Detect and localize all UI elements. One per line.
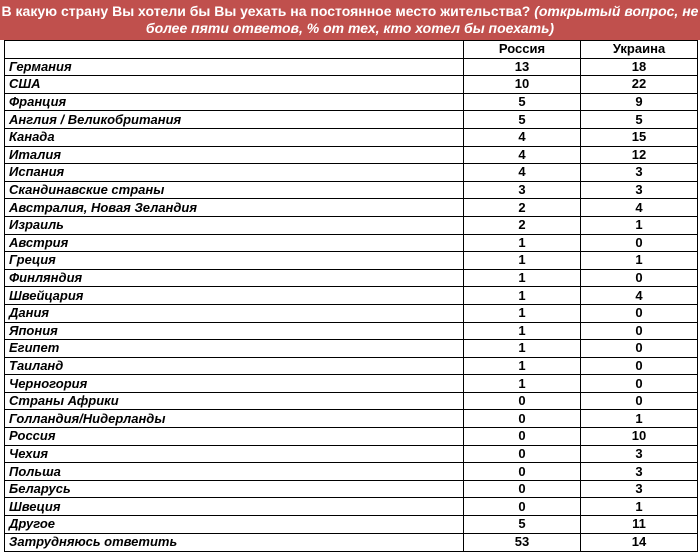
table-row: [5, 533, 698, 551]
ukraine-value-cell: 0: [581, 340, 698, 358]
country-cell: Швеция: [5, 498, 464, 516]
country-cell: Другое: [5, 516, 464, 534]
russia-value-cell: 1: [464, 322, 581, 340]
table-row: [5, 76, 698, 94]
country-cell: Япония: [5, 322, 464, 340]
country-cell: Финляндия: [5, 269, 464, 287]
russia-value-cell: 1: [464, 304, 581, 322]
ukraine-value-cell: 4: [581, 287, 698, 305]
country-cell: Россия: [5, 428, 464, 446]
country-cell: Затрудняюсь ответить: [5, 533, 464, 551]
table-row: [5, 516, 698, 534]
question-text: В какую страну Вы хотели бы Вы уехать на постоянное место жительства?: [1, 3, 531, 19]
russia-value-cell: 1: [464, 269, 581, 287]
ukraine-value-cell: 0: [581, 304, 698, 322]
russia-value-cell: 1: [464, 375, 581, 393]
ukraine-value-cell: 18: [581, 58, 698, 76]
country-cell: Канада: [5, 128, 464, 146]
country-cell: Англия / Великобритания: [5, 111, 464, 129]
table-row: [5, 199, 698, 217]
table-row: [5, 322, 698, 340]
table-row: [5, 357, 698, 375]
table-row: [5, 93, 698, 111]
question-header: [0, 0, 700, 40]
russia-value-cell: 5: [464, 93, 581, 111]
russia-value-cell: 0: [464, 498, 581, 516]
ukraine-value-cell: 12: [581, 146, 698, 164]
russia-value-cell: 0: [464, 463, 581, 481]
country-cell: Страны Африки: [5, 392, 464, 410]
russia-value-cell: 0: [464, 480, 581, 498]
russia-value-cell: 53: [464, 533, 581, 551]
table-body: [5, 58, 698, 551]
table-row: [5, 445, 698, 463]
results-table: [4, 40, 698, 552]
country-cell: Беларусь: [5, 480, 464, 498]
table-row: [5, 375, 698, 393]
table-row: [5, 287, 698, 305]
column-header-ukraine: Украина: [581, 41, 698, 59]
country-cell: Греция: [5, 252, 464, 270]
russia-value-cell: 0: [464, 428, 581, 446]
country-cell: Германия: [5, 58, 464, 76]
ukraine-value-cell: 4: [581, 199, 698, 217]
russia-value-cell: 0: [464, 392, 581, 410]
ukraine-value-cell: 0: [581, 322, 698, 340]
table-row: [5, 146, 698, 164]
ukraine-value-cell: 5: [581, 111, 698, 129]
russia-value-cell: 0: [464, 410, 581, 428]
russia-value-cell: 1: [464, 357, 581, 375]
russia-value-cell: 5: [464, 111, 581, 129]
ukraine-value-cell: 3: [581, 445, 698, 463]
ukraine-value-cell: 10: [581, 428, 698, 446]
table-row: [5, 463, 698, 481]
russia-value-cell: 2: [464, 216, 581, 234]
russia-value-cell: 3: [464, 181, 581, 199]
ukraine-value-cell: 0: [581, 357, 698, 375]
russia-value-cell: 4: [464, 146, 581, 164]
country-cell: Голландия/Нидерланды: [5, 410, 464, 428]
russia-value-cell: 0: [464, 445, 581, 463]
ukraine-value-cell: 3: [581, 164, 698, 182]
table-row: [5, 428, 698, 446]
ukraine-value-cell: 11: [581, 516, 698, 534]
table-row: [5, 128, 698, 146]
table-row: [5, 111, 698, 129]
table-row: [5, 216, 698, 234]
country-cell: Польша: [5, 463, 464, 481]
country-cell: Дания: [5, 304, 464, 322]
table-row: [5, 234, 698, 252]
russia-value-cell: 1: [464, 340, 581, 358]
country-cell: Египет: [5, 340, 464, 358]
ukraine-value-cell: 0: [581, 269, 698, 287]
country-cell: Чехия: [5, 445, 464, 463]
russia-value-cell: 13: [464, 58, 581, 76]
russia-value-cell: 10: [464, 76, 581, 94]
country-cell: Черногория: [5, 375, 464, 393]
ukraine-value-cell: 9: [581, 93, 698, 111]
country-cell: Скандинавские страны: [5, 181, 464, 199]
table-header-row: [5, 41, 698, 59]
russia-value-cell: 1: [464, 234, 581, 252]
ukraine-value-cell: 1: [581, 498, 698, 516]
russia-value-cell: 1: [464, 287, 581, 305]
ukraine-value-cell: 1: [581, 410, 698, 428]
table-row: [5, 164, 698, 182]
ukraine-value-cell: 1: [581, 216, 698, 234]
country-cell: Испания: [5, 164, 464, 182]
russia-value-cell: 1: [464, 252, 581, 270]
ukraine-value-cell: 15: [581, 128, 698, 146]
country-cell: Австрия: [5, 234, 464, 252]
country-cell: Швейцария: [5, 287, 464, 305]
table-row: [5, 269, 698, 287]
country-cell: США: [5, 76, 464, 94]
column-header-country: [5, 41, 464, 59]
ukraine-value-cell: 22: [581, 76, 698, 94]
country-cell: Италия: [5, 146, 464, 164]
russia-value-cell: 5: [464, 516, 581, 534]
ukraine-value-cell: 3: [581, 463, 698, 481]
country-cell: Австралия, Новая Зеландия: [5, 199, 464, 217]
table-row: [5, 498, 698, 516]
russia-value-cell: 2: [464, 199, 581, 217]
country-cell: Таиланд: [5, 357, 464, 375]
table-row: [5, 304, 698, 322]
table-row: [5, 480, 698, 498]
russia-value-cell: 4: [464, 164, 581, 182]
ukraine-value-cell: 0: [581, 375, 698, 393]
ukraine-value-cell: 3: [581, 480, 698, 498]
ukraine-value-cell: 3: [581, 181, 698, 199]
table-row: [5, 252, 698, 270]
table-row: [5, 181, 698, 199]
table-row: [5, 340, 698, 358]
country-cell: Франция: [5, 93, 464, 111]
column-header-russia: Россия: [464, 41, 581, 59]
ukraine-value-cell: 0: [581, 234, 698, 252]
table-row: [5, 410, 698, 428]
question-note: (открытый вопрос, не более пяти ответов, % от тех, кто хотел бы поехать): [145, 3, 699, 36]
ukraine-value-cell: 1: [581, 252, 698, 270]
russia-value-cell: 4: [464, 128, 581, 146]
table-row: [5, 58, 698, 76]
country-cell: Израиль: [5, 216, 464, 234]
ukraine-value-cell: 14: [581, 533, 698, 551]
ukraine-value-cell: 0: [581, 392, 698, 410]
table-row: [5, 392, 698, 410]
